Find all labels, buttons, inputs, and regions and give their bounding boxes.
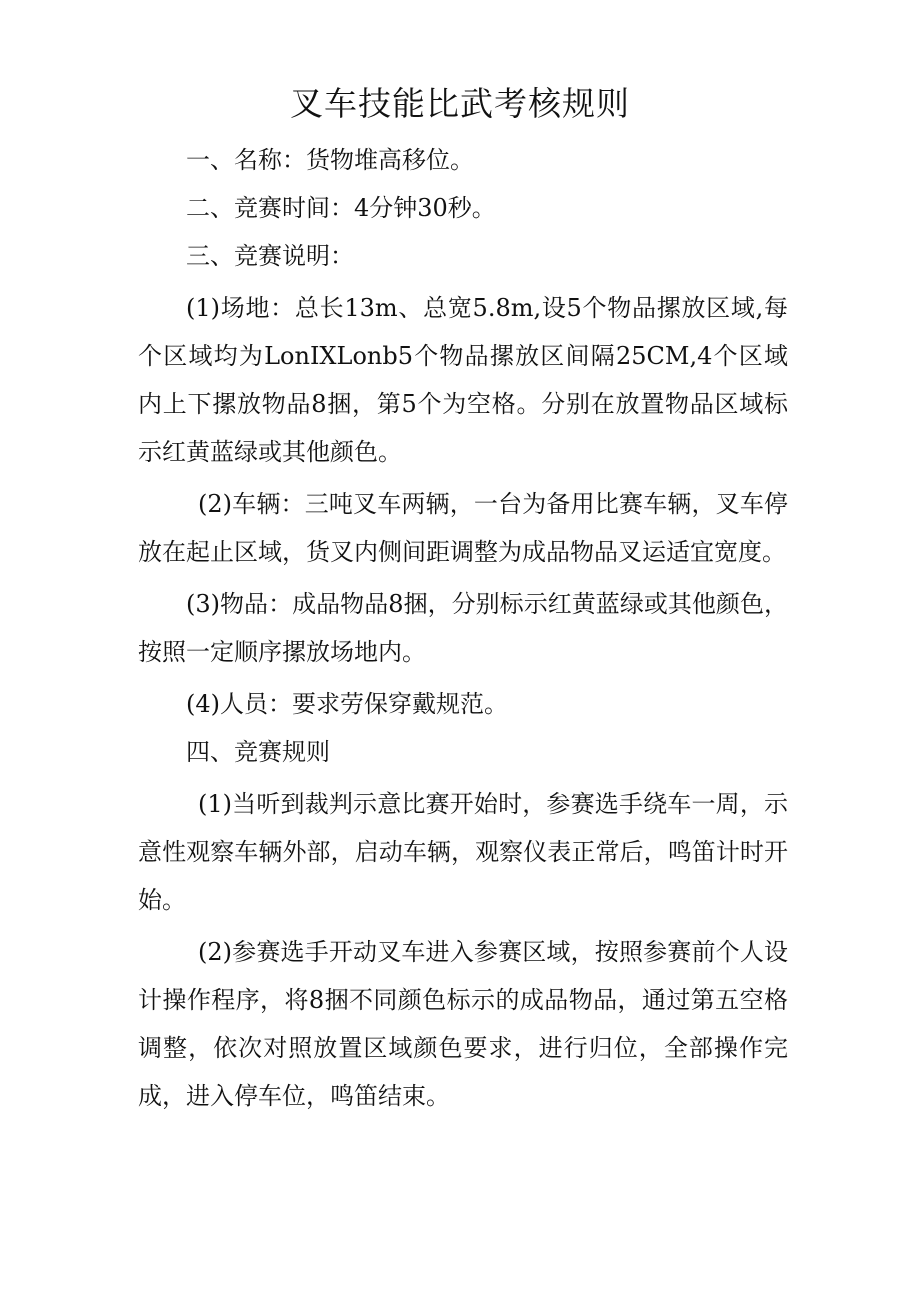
- item-vehicle: (2)车辆：三吨叉车两辆，一台为备用比赛车辆，叉车停放在起止区域，货叉内侧间距调整为成品物品叉运适宜宽度。: [138, 490, 788, 566]
- document-body: [138, 136, 788, 1120]
- item-personnel: (4)人员：要求劳保穿戴规范。: [186, 690, 508, 718]
- section-name: 一、名称：货物堆高移位。: [186, 146, 474, 174]
- document-title: 叉车技能比武考核规则: [290, 84, 630, 123]
- section-time: 二、竞赛时间：4分钟30秒。: [186, 194, 496, 222]
- rule-start: (1)当听到裁判示意比赛开始时，参赛选手绕车一周，示意性观察车辆外部，启动车辆，观察仪表正常后，鸣笛计时开始。: [138, 790, 788, 914]
- section-description-heading: 三、竞赛说明：: [186, 242, 354, 270]
- item-goods: (3)物品：成品物品8捆，分别标示红黄蓝绿或其他颜色，按照一定顺序摞放场地内。: [138, 590, 788, 666]
- rule-operation: (2)参赛选手开动叉车进入参赛区域，按照参赛前个人设计操作程序，将8捆不同颜色标示的成品物品，通过第五空格调整，依次对照放置区域颜色要求，进行归位，全部操作完成，进入停车位，鸣笛结束。: [138, 938, 788, 1110]
- item-venue: (1)场地：总长13m、总宽5.8m,设5个物品摞放区域,每个区域均为LonIXLonb5个物品摞放区间隔25CM,4个区域内上下摞放物品8捆，第5个为空格。分别在放置物品区域标示红黄蓝绿或其他颜色。: [138, 294, 788, 466]
- section-rules-heading: 四、竞赛规则: [186, 738, 330, 766]
